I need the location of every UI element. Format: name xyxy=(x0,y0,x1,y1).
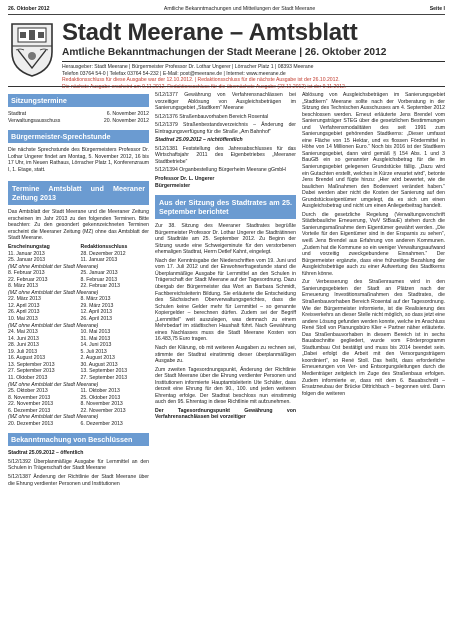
schedule-issue-date: 24. Mai 2013 xyxy=(8,329,38,336)
article-paragraph: Nach der Klärung, ob mit weiteren Ausgaben zu rechnen sei, stimmte der Stadtrat einstimmig dieser überplanmäßigen Ausgabe zu. xyxy=(155,344,296,365)
beschluss-item: 5/12/1379 Straßenbestandsverzeichnis – Änderung der Eintragungsverfügung für die Straße „Am Bahnhof“ xyxy=(155,122,296,135)
schedule-deadline: 22. November 2013 xyxy=(80,407,126,414)
article-paragraph: Nach der Kenntnisgabe der Niederschriften vom 19. Juni und vom 17. Juli 2012 und der Einwohnerfragestunde stand die Überplanmäßige Ausgabe für Lernmittel an den Schulen in Trägerschaft der Stadt Meerane auf der Tagesordnung. Dazu übergab der Bürgermeister das Wort an Barbara Schmidt, Fachbereichsleiterin Bildung. Sie erläuterte die Entscheidung des Sächsischen Oberverwaltungsgerichtes, dass die Schulen keine Gelder mehr für Lernmittel – so genannte Kopiergelder – berechnen dürfen. Zudem sei der Begriff „Lernmittel“ weit auszulegen, was demnach zu einem Mehrbedarf im städtischen Haushalt führt. Nach Gewährung eines Nachlasses muss die Stadt Meerane Kosten von 16.483,75 Euro tragen. xyxy=(155,257,296,343)
page-header-bar xyxy=(8,3,445,15)
schedule-issue-date: 25. Oktober 2013 xyxy=(8,388,48,395)
schedule-issue-date: 11. Januar 2013 xyxy=(8,250,45,257)
schedule-deadline: 5. Juli 2013 xyxy=(80,348,107,355)
deadline-line: Redaktionsschluss für diese Ausgabe war der 12.10.2012. | Redaktionsschluss für die nächste Ausgabe ist der 26.10.2012. xyxy=(62,77,340,84)
column-middle xyxy=(155,92,296,423)
meeting-date: 6. November 2012 xyxy=(106,111,149,117)
beschluss-item: 5/12/1392 Überplanmäßige Ausgabe für Lernmittel an den Schulen in Trägerschaft der Stadt Meerane xyxy=(8,458,149,472)
beschluss-item: 5/12/1387 Änderung der Richtlinie der Stadt Meerane über die Ehrung verdienter Personen und Institutionen xyxy=(8,473,149,487)
schedule-header: Redaktionsschluss xyxy=(80,244,128,251)
schedule-deadline: 8. November 2013 xyxy=(80,401,123,408)
schedule-deadline: 30. August 2013 xyxy=(80,361,118,368)
header-date: 26. Oktober 2012 xyxy=(8,5,50,12)
schedule-deadline: 10. Mai 2013 xyxy=(80,329,111,336)
schedule-issue-date: 22. Februar 2013 xyxy=(8,276,48,283)
schedule-deadline: 28. Dezember 2012 xyxy=(80,250,126,257)
schedule-deadline: 8. Februar 2013 xyxy=(80,276,118,283)
schedule-deadline: 8. März 2013 xyxy=(80,296,111,303)
meeting-label: Stadtrat xyxy=(8,111,27,117)
header-page-number: Seite I xyxy=(429,5,445,12)
signature-name: Professor Dr. L. Ungerer xyxy=(155,176,215,183)
beschluss-item: 5/12/1377 Gewährung von Verfahrensnachlässen bei vorzeitiger Ablösung von Ausgleichsbeträgen im Sanierungsgebiet „Stadtkern“ Meerane xyxy=(155,92,296,112)
schedule-issue-date: 11. Oktober 2013 xyxy=(8,374,48,381)
article-paragraph: Ablösung von Ausgleichsbeträgen im Sanierungsgebiet „Stadtkern“ Meerane sollte nach der Vorberatung in der Sitzung des Technischen Ausschusses am 4. September 2012 beschlossen werden. Erneut erläuterte Jens Brendel vom Sanierungsträger STEG über die gesetzlichen Bestimmungen und Verfahrensmodalitäten des seit 1991 zum Sanierungsgebiet gehörenden Stadtkerns: „Dieser umfasst eine Fläche von 15 Hektar, und es flossen Fördermittel in Höhe von 14 Millionen Euro.“ Noch bis 2016 ist der Stadtkern Sanierungsgebiet, dann wird gemäß § 154 Abs. 1 und 3 BauGB ein so genannter Ausgleichsbetrag für die im Sanierungsgebiet gelegenen Grundstücke fällig. „Dazu wird ein Gutachten erstellt, welches in Kürze erwartet wird“, betonte Jens Brendel und fügte hinzu: „Hier wird bewertet, wie die baulichen Maßnahmen den Bodenwert verändert haben.“ Dabei werden aber nicht die Kosten der Sanierung auf den Grundstückseigentümer umgelegt, da es sich um einen Ausgleichsbetrag und nicht um einen Anliegerbeitrag handelt. xyxy=(302,92,445,210)
schedule-deadline: 6. Dezember 2013 xyxy=(80,420,123,427)
meeting-date: 20. November 2012 xyxy=(103,117,149,124)
sprechstunde-text: Die nächste Sprechstunde des Bürgermeisters Professor Dr. Lothar Ungerer findet am Montag, 5. November 2012, 16 bis 17 Uhr, im Neuen Rathaus, Lörracher Platz 1, Konferenzraum I, 1. Etage, statt. xyxy=(8,147,149,173)
schedule-issue-date: 13. September 2013 xyxy=(8,361,55,368)
article-paragraph: Der Tagesordnungspunkt Gewährung von Verfahrensnachlässen bei vorzeitiger xyxy=(155,407,296,421)
schedule-deadline: 27. September 2013 xyxy=(80,374,128,381)
schedule-note: (MZ ohne Amtsblatt der Stadt Meerane) xyxy=(8,263,99,270)
section-heading-sprechstunde: Bürgermeister-Sprechstunde xyxy=(8,130,149,143)
article-paragraph: Zum zweiten Tagesordnungspunkt, Änderung der Richtlinie der Stadt Meerane über die Ehrung verdienter Personen und Institutionen informierte Hauptamtsleiterin Ute Schäfer, dass derzeit eine Ehrung für den 90., 100. und jeden weiteren Ehrentag erfolge. Der Stadtrat beschloss nun einstimmig auch den 95. Ehrentag in diese Richtlinie mit aufzunehmen. xyxy=(155,366,296,406)
section-heading-termine: Termine Amtsblatt und Meeraner Zeitung 2013 xyxy=(8,181,149,205)
schedule-issue-date: 10. Mai 2013 xyxy=(8,316,38,323)
schedule-deadline: 25. Januar 2013 xyxy=(80,270,118,277)
schedule-issue-date: 14. Juni 2013 xyxy=(8,335,39,342)
schedule-issue-date: 25. Januar 2013 xyxy=(8,257,46,264)
page-title: Stadt Meerane – Amtsblatt xyxy=(62,19,358,46)
schedule-issue-date: 8. März 2013 xyxy=(8,283,39,290)
schedule-issue-date: 20. Dezember 2013 xyxy=(8,420,54,427)
signature-title: Bürgermeister xyxy=(155,182,191,189)
schedule-issue-date: 8. Februar 2013 xyxy=(8,270,45,277)
schedule-deadline: 26. April 2013 xyxy=(80,316,112,323)
schedule-deadline: 29. März 2013 xyxy=(80,302,114,309)
schedule-issue-date: 28. Juni 2013 xyxy=(8,342,39,349)
schedule-deadline: 11. Januar 2013 xyxy=(80,257,118,264)
beschluss-item: 5/12/1394 Organbestellung Bürgerheim Meerane gGmbH xyxy=(155,167,286,174)
schedule-deadline: 14. Juni 2013 xyxy=(80,342,112,349)
schedule-table xyxy=(8,244,149,427)
schedule-issue-date: 22. März 2013 xyxy=(8,296,41,303)
schedule-note: (MZ ohne Amtsblatt der Stadt Meerane) xyxy=(8,414,99,421)
schedule-issue-date: 26. April 2013 xyxy=(8,309,40,316)
schedule-header: Erscheinungstag xyxy=(8,244,50,251)
publisher-line: Herausgeber: Stadt Meerane | Bürgermeister Professor Dr. Lothar Ungerer | Lörracher Platz 1 | 08393 Meerane xyxy=(62,64,314,70)
next-issue-line: Die nächste Ausgabe erscheint am 9.11.2012. Redaktionsschluss für die übernächste Ausgabe (23.11.2012) ist der 9.11.2012. xyxy=(62,83,347,90)
schedule-issue-date: 8. November 2013 xyxy=(8,394,51,401)
header-center-text: Amtliche Bekanntmachungen und Mitteilungen der Stadt Meerane xyxy=(163,5,316,12)
schedule-issue-date: 16. August 2013 xyxy=(8,355,46,362)
schedule-issue-date: 12. April 2013 xyxy=(8,302,40,309)
section-heading-sitzungstermine: Sitzungstermine xyxy=(8,94,149,107)
termine-intro: Das Amtsblatt der Stadt Meerane und die Meeraner Zeitung erscheinen im Jahr 2013 zu den folgenden Terminen. Bitte beachten: Zu den gesondert gekennzeichneten Terminen erscheint die Meeraner Zeitung (MZ) ohne das Amtsblatt der Stadt Meerane. xyxy=(8,209,149,242)
schedule-issue-date: 19. Juli 2013 xyxy=(8,348,38,355)
beschluss-item: 5/12/1381 Feststellung des Jahresabschlusses für das Wirtschaftsjahr 2011 des Eigenbetriebes „Meeraner Stadtbetriebe“ xyxy=(155,145,296,165)
schedule-deadline: 25. Oktober 2013 xyxy=(80,394,121,401)
contact-line: Telefon 03764 54-0 | Telefax 03764 54-232 | E-Mail: post@meerane.de | Internet: www.meerane.de xyxy=(62,70,286,77)
schedule-note: (MZ ohne Amtsblatt der Stadt Meerane) xyxy=(8,381,99,388)
schedule-issue-date: 6. Dezember 2013 xyxy=(8,407,51,414)
schedule-issue-date: 22. November 2013 xyxy=(8,401,54,408)
schedule-deadline: 31. Mai 2013 xyxy=(80,335,111,342)
schedule-note: (MZ ohne Amtsblatt der Stadt Meerane) xyxy=(8,289,99,296)
beschluss-heading: Stadtrat 25.09.2012 – nichtöffentlich xyxy=(155,137,243,144)
article-paragraph: Zur Verbesserung des Straßenraumes wird in den Sanierungsgebieten der Stadt an Plätzen nach der Erneuerung Investitionsmaßnahmen des Stadtrates, die Straßenbauvorhaben Bereich Rosental auf der Tagesordnung. Wie der Bürgermeister informierte, ist die Realisierung des Kreisverkehrs an dieser Stelle nicht möglich, so dass jetzt eine andere Lösung gefunden werden konnte, welche im Anschluss René Stoll von Planungsbüro Klier + Partner näher erläuterte. Das Straßenbauvorhaben in diesem Bereich ist in sechs Bauabschnitte gegliedert, wurde vom Förderprogramm Stadtumbau Ost bestätigt und muss bis 2014 beendet sein. „Dabei erfolgt die Arbeit mit den Versorgungsträgern koordiniert“, so René Stoll. Das heißt, dass erforderliche Erneuerungen von Ver- und Entsorgungsleitungen durch die Medienträger zeitgleich im Zuge des Straßenbaus erfolgen. Zudem informierte er, dass mit dem 6. Bauabschnitt – Ersatzneubau der Brücke Dittrichbach – begonnen wird. Dann folgen die weiteren xyxy=(302,279,445,397)
article-paragraph: Zur 38. Sitzung des Meeraner Stadtrates begrüßte Bürgermeister Professor Dr. Lothar Ungerer die Stadträtinnen und Stadträte am 25. September 2012. Zu Beginn der Sitzung wurde eine Schweigeminute für den verstorbenen ehemaligen Stadtrat, Herrn Detlef Kahnt, eingelegt. xyxy=(155,223,296,256)
section-heading-beschluesse: Bekanntmachung von Beschlüssen xyxy=(8,433,149,446)
city-crest-icon xyxy=(8,20,56,78)
column-right xyxy=(302,92,445,399)
schedule-issue-date: 27. September 2013 xyxy=(8,368,55,375)
beschluss-item: 5/12/1376 Straßenbauvorhaben Bereich Rosental xyxy=(155,113,269,120)
masthead-titles xyxy=(62,20,445,90)
schedule-deadline: 22. Februar 2013 xyxy=(80,283,120,290)
schedule-note: (MZ ohne Amtsblatt der Stadt Meerane) xyxy=(8,322,99,329)
schedule-deadline: 12. April 2013 xyxy=(80,309,112,316)
column-left xyxy=(8,92,149,489)
schedule-deadline: 11. Oktober 2013 xyxy=(80,388,120,395)
meeting-label: Verwaltungsausschuss xyxy=(8,117,61,124)
section-heading-stadtrat-bericht: Aus der Sitzung des Stadtrates am 25. September berichtet xyxy=(155,195,296,219)
schedule-deadline: 13. September 2013 xyxy=(80,368,128,375)
masthead xyxy=(8,20,445,92)
page-subtitle: Amtliche Bekanntmachungen der Stadt Meerane | 26. Oktober 2012 xyxy=(62,46,445,62)
beschluss-heading: Stadtrat 25.09.2012 – öffentlich xyxy=(8,450,84,457)
masthead-divider xyxy=(8,86,445,87)
schedule-deadline: 2. August 2013 xyxy=(80,355,115,362)
article-paragraph: Durch die gesetzliche Regelung (Verwaltungsvorschrift Städtebauliche Erneuerung, VwV StBauE) stehen durch die Sanierungsmaßnahme dem Eigentümer gewährt werden. „Die Vorteile für den Eigentümer sind in der Ersparnis zu sehen“, weiß Jens Brendel aus Erfahrung von anderen Kommunen. „Zudem hat die Kommune so ein weniger Verwaltungsaufwand und vorzeitig zweckgebundene Einnahmen.“ Der Bürgermeister ergänzte, dass eine frühzeitige Bezahlung der Ausgleichsbeträge auch zu einer Aufwertung des Stadtkerns führen könne. xyxy=(302,211,445,277)
